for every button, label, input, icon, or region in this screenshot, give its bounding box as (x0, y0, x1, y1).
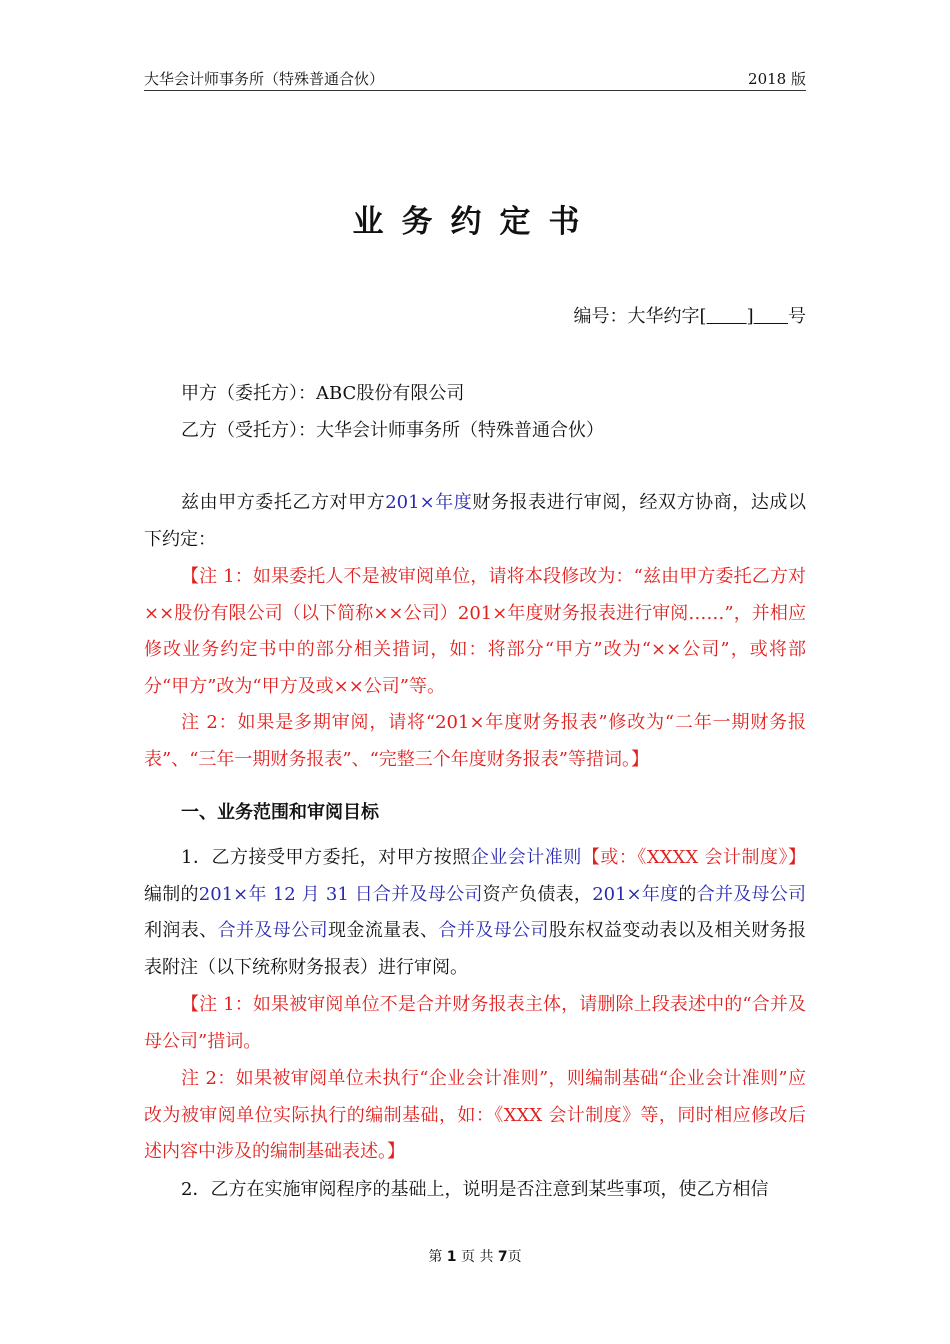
current-page-number: 1 (446, 1249, 457, 1265)
note-4: 注 2：如果被审阅单位未执行“企业会计准则”，则编制基础“企业会计准则”应改为被审阅单位实际执行的编制基础，如：《XXX 会计制度》等，同时相应修改后述内容中涉及的编制基础表述。】 (144, 1068, 806, 1162)
footer-text: 第 (428, 1249, 443, 1265)
intro-year: 201×年度 (385, 492, 473, 513)
note-2: 注 2：如果是多期审阅，请将“201×年度财务报表”修改为“二年一期财务报表”、“三年一期财务报表”、“完整三个年度财务报表”等措词。】 (144, 712, 806, 770)
doc-no-blank-1 (707, 306, 747, 327)
footer-text: 页 (507, 1249, 522, 1265)
party-a: 甲方（委托方）：ABC股份有限公司 (181, 383, 465, 404)
header-version: 2018 版 (748, 70, 806, 88)
item-2-paragraph: 2．乙方在实施审阅程序的基础上，说明是否注意到某些事项，使乙方相信 (181, 1179, 769, 1200)
page-footer (0, 1246, 950, 1266)
item1-text: 的 (678, 883, 697, 905)
intro-text-1: 兹由甲方委托乙方对甲方 (181, 492, 386, 513)
item1-text: 1．乙方接受甲方委托，对甲方按照 (181, 847, 471, 868)
page-header (144, 68, 806, 91)
note-3: 【注 1：如果被审阅单位不是合并财务报表主体，请删除上段表述中的“合并及母公司”措词。 (144, 994, 806, 1052)
item1-year: 201×年度 (592, 883, 679, 905)
intro-paragraph (144, 485, 806, 558)
item1-scope: 合并及母公司 (696, 883, 807, 905)
item1-text: 现金流量表、 (328, 920, 439, 941)
item1-text: 利润表、 (144, 920, 218, 941)
section-heading-1: 一、业务范围和审阅目标 (181, 802, 379, 823)
item1-text: 资产负债表， (482, 883, 593, 905)
note-1: 【注 1：如果委托人不是被审阅单位，请将本段修改为：“兹由甲方委托乙方对××股份有限公司（以下简称××公司）201×年度财务报表进行审阅……”，并相应修改业务约定书中的部分相关措词，如：将部分“甲方”改为“××公司”，或将部分“甲方”改为“甲方及或××公司”等。 (144, 566, 806, 697)
item1-text: 编制的 (144, 883, 199, 905)
document-title: 业务约定书 (352, 204, 598, 240)
item1-standard: 企业会计准则 (470, 847, 582, 868)
total-page-count: 7 (497, 1249, 508, 1265)
item1-text: 股东权益变动表以及相关财务报表附注（以下统称财务报表）进行审阅。 (144, 920, 807, 978)
item1-scope: 合并及母公司 (217, 920, 329, 941)
header-firm-name: 大华会计师事务所（特殊普通合伙） (144, 70, 385, 88)
party-b: 乙方（受托方）：大华会计师事务所（特殊普通合伙） (181, 420, 604, 441)
intro-text-2: 财务报表进行审阅，经双方协商，达成以下约定： (144, 492, 806, 550)
doc-no-bracket: ] (746, 306, 754, 327)
item1-scope: 合并及母公司 (438, 920, 549, 941)
doc-no-label: 编号：大华约字[ (573, 306, 707, 327)
item-1-paragraph (144, 840, 806, 986)
document-number (574, 302, 806, 328)
doc-no-suffix: 号 (788, 306, 806, 327)
item1-date: 201×年 12 月 31 日合并及母公司 (198, 883, 483, 905)
item1-alt-standard: 【或：《XXXX 会计制度》】 (581, 847, 806, 868)
footer-text: 页 共 (461, 1249, 494, 1265)
doc-no-blank-2 (754, 306, 788, 327)
